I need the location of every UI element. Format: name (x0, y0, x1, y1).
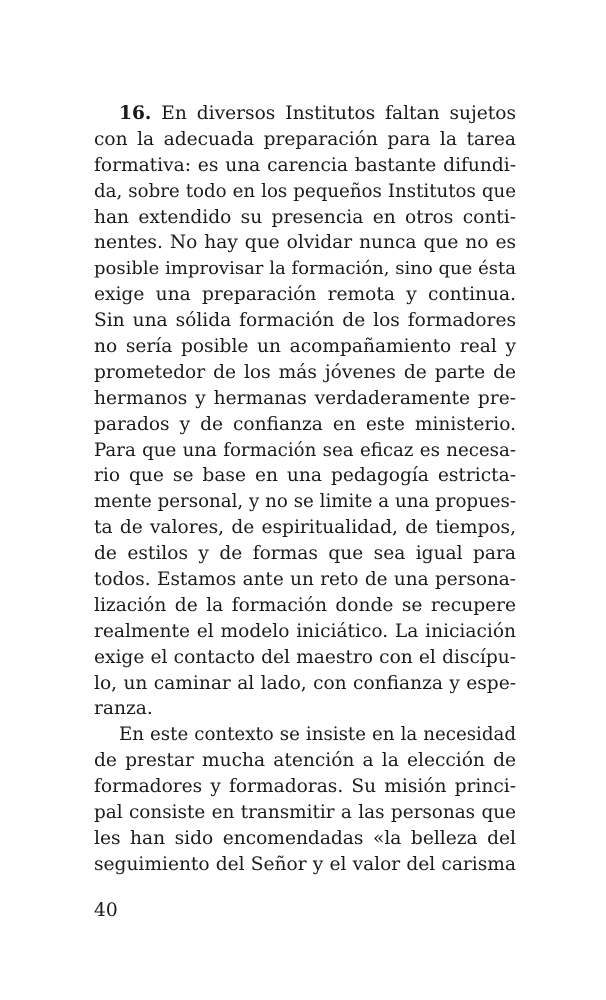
paragraph-2-line: pal consiste en transmitir a las personas que (94, 802, 516, 824)
page-number: 40 (94, 900, 118, 921)
paragraph-16-line: no sería posible un acompañamiento real y (94, 336, 516, 358)
paragraph-16-line: Sin una sólida formación de los formadores (94, 310, 516, 332)
paragraph-16-line: 16. En diversos Institutos faltan sujetos (119, 103, 516, 124)
paragraph-16-line: de estilos y de formas que sea igual para (94, 543, 516, 565)
paragraph-16-line: lo, un caminar al lado, con confianza y espe- (94, 672, 516, 694)
paragraph-16-line: hermanos y hermanas verdaderamente pre- (94, 387, 516, 409)
paragraph-2-line: les han sido encomendadas «la belleza del (94, 827, 516, 849)
paragraph-16-line: exige el contacto del maestro con el discípu- (94, 646, 516, 668)
paragraph-16-line: lización de la formación donde se recupere (94, 594, 516, 616)
paragraph-16-line: Para que una formación sea eficaz es necesa- (94, 439, 516, 461)
paragraph-16-line: todos. Estamos ante un reto de una persona- (94, 569, 516, 591)
paragraph-16-line: exige una preparación remota y continua. (94, 284, 516, 306)
paragraph-16-line: ta de valores, de espiritualidad, de tiempos, (94, 517, 516, 539)
paragraph-16-line: formativa: es una carencia bastante difundi- (94, 154, 516, 176)
paragraph-16-line: realmente el modelo iniciático. La iniciación (94, 620, 516, 642)
paragraph-16-line: parados y de confianza en este ministerio. (94, 413, 516, 435)
paragraph-16-line: posible improvisar la formación, sino que ésta (94, 258, 516, 280)
paragraph-2-line: En este contexto se insiste en la necesidad (119, 724, 516, 746)
paragraph-2-line: formadores y formadoras. Su misión princi- (94, 776, 516, 798)
paragraph-16-line: mente personal, y no se limite a una propues- (94, 491, 516, 513)
paragraph-16-line: con la adecuada preparación para la tarea (94, 128, 516, 150)
paragraph-number: 16. (119, 103, 152, 124)
paragraph-16-line: rio que se base en una pedagogía estricta- (94, 465, 516, 487)
paragraph-2-line: de prestar mucha atención a la elección de (94, 750, 516, 772)
paragraph-16-line: ranza. (94, 698, 153, 720)
paragraph-2-line: seguimiento del Señor y el valor del carisma (94, 853, 516, 875)
paragraph-16-line: han extendido su presencia en otros conti- (94, 206, 516, 228)
paragraph-16-line: nentes. No hay que olvidar nunca que no es (94, 232, 516, 254)
body-text (94, 101, 516, 878)
paragraph-16-line: prometedor de los más jóvenes de parte de (94, 361, 516, 383)
paragraph-16-line: da, sobre todo en los pequeños Institutos que (94, 180, 516, 202)
